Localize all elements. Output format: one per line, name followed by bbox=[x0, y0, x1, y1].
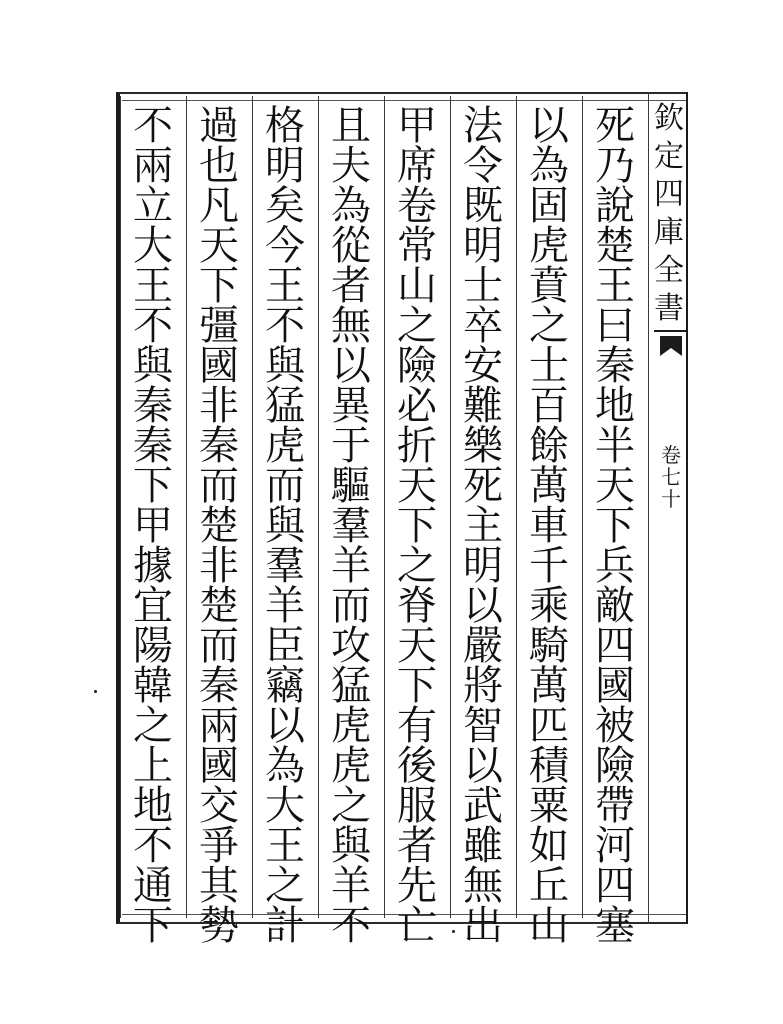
column-char: 嚴 bbox=[463, 623, 503, 669]
column-char: 秦 bbox=[133, 423, 173, 469]
column-char: 曰 bbox=[595, 303, 635, 349]
column-rule bbox=[582, 96, 583, 918]
column-char: 說 bbox=[595, 183, 635, 229]
column-char: 騎 bbox=[529, 623, 569, 669]
column-char: 敵 bbox=[595, 583, 635, 629]
column-char: 明 bbox=[463, 543, 503, 589]
column-char: 出 bbox=[463, 903, 503, 949]
title-char: 書 bbox=[654, 291, 684, 326]
column-char: 大 bbox=[265, 783, 305, 829]
column-char: 卒 bbox=[463, 303, 503, 349]
column-char: 山 bbox=[529, 903, 569, 949]
column-char: 甲 bbox=[397, 103, 437, 149]
column-char: 法 bbox=[463, 103, 503, 149]
column-char: 不 bbox=[331, 903, 371, 949]
column-char: 固 bbox=[529, 183, 569, 229]
column-char: 下 bbox=[595, 503, 635, 549]
column-char: 虎 bbox=[331, 703, 371, 749]
column-char: 羣 bbox=[331, 503, 371, 549]
column-char: 乘 bbox=[529, 583, 569, 629]
volume-char: 卷 bbox=[661, 443, 681, 467]
column-char: 陽 bbox=[133, 623, 173, 669]
column-char: 秦 bbox=[199, 663, 239, 709]
column-char: 虎 bbox=[265, 423, 305, 469]
column-char: 虎 bbox=[529, 223, 569, 269]
column-char: 宜 bbox=[133, 583, 173, 629]
column-char: 者 bbox=[331, 263, 371, 309]
text-column bbox=[323, 103, 379, 949]
column-char: 秦 bbox=[199, 423, 239, 469]
column-char: 者 bbox=[397, 823, 437, 869]
column-char: 車 bbox=[529, 503, 569, 549]
column-char: 于 bbox=[331, 423, 371, 469]
column-char: 從 bbox=[331, 223, 371, 269]
column-char: 下 bbox=[199, 263, 239, 309]
column-char: 既 bbox=[463, 183, 503, 229]
column-char: 餘 bbox=[529, 423, 569, 469]
column-char: 丘 bbox=[529, 863, 569, 909]
column-char: 下 bbox=[133, 463, 173, 509]
column-char: 地 bbox=[595, 383, 635, 429]
column-char: 不 bbox=[133, 823, 173, 869]
column-char: 死 bbox=[463, 463, 503, 509]
column-char: 格 bbox=[265, 103, 305, 149]
title-char: 全 bbox=[654, 253, 684, 288]
column-char: 矣 bbox=[265, 183, 305, 229]
column-char: 與 bbox=[133, 343, 173, 389]
column-char: 如 bbox=[529, 823, 569, 869]
column-char: 以 bbox=[529, 103, 569, 149]
column-char: 帶 bbox=[595, 783, 635, 829]
column-char: 以 bbox=[331, 343, 371, 389]
column-char: 士 bbox=[529, 343, 569, 389]
column-char: 乃 bbox=[595, 143, 635, 189]
column-char: 而 bbox=[331, 583, 371, 629]
column-char: 百 bbox=[529, 383, 569, 429]
column-char: 以 bbox=[265, 703, 305, 749]
column-char: 不 bbox=[133, 303, 173, 349]
column-char: 之 bbox=[397, 543, 437, 589]
column-char: 楚 bbox=[199, 503, 239, 549]
column-char: 積 bbox=[529, 743, 569, 789]
column-char: 之 bbox=[265, 863, 305, 909]
column-char: 異 bbox=[331, 383, 371, 429]
column-char: 交 bbox=[199, 783, 239, 829]
column-char: 凡 bbox=[199, 183, 239, 229]
column-char: 楚 bbox=[595, 223, 635, 269]
column-char: 臣 bbox=[265, 623, 305, 669]
column-char: 必 bbox=[397, 383, 437, 429]
column-char: 士 bbox=[463, 263, 503, 309]
column-char: 與 bbox=[331, 823, 371, 869]
column-char: 天 bbox=[397, 463, 437, 509]
column-rule bbox=[252, 96, 253, 918]
column-char: 與 bbox=[265, 343, 305, 389]
column-rule bbox=[516, 96, 517, 918]
column-rule bbox=[318, 96, 319, 918]
column-char: 亡 bbox=[397, 903, 437, 949]
column-char: 千 bbox=[529, 543, 569, 589]
column-char: 四 bbox=[595, 623, 635, 669]
column-char: 秦 bbox=[133, 383, 173, 429]
column-char: 國 bbox=[199, 343, 239, 389]
column-char: 半 bbox=[595, 423, 635, 469]
volume-char: 七 bbox=[661, 465, 681, 489]
column-char: 羊 bbox=[331, 543, 371, 589]
column-char: 不 bbox=[133, 103, 173, 149]
ink-speck bbox=[452, 930, 455, 933]
column-char: 彊 bbox=[199, 303, 239, 349]
column-char: 立 bbox=[133, 183, 173, 229]
column-char: 塞 bbox=[595, 903, 635, 949]
column-char: 以 bbox=[463, 583, 503, 629]
column-char: 下 bbox=[397, 503, 437, 549]
column-char: 卷 bbox=[397, 183, 437, 229]
column-char: 四 bbox=[595, 863, 635, 909]
column-char: 地 bbox=[133, 783, 173, 829]
column-rule bbox=[384, 96, 385, 918]
column-char: 不 bbox=[265, 303, 305, 349]
column-char: 無 bbox=[463, 863, 503, 909]
ink-speck bbox=[94, 690, 97, 693]
column-char: 而 bbox=[265, 463, 305, 509]
column-char: 有 bbox=[397, 703, 437, 749]
column-char: 王 bbox=[265, 823, 305, 869]
book-title-vertical bbox=[652, 100, 686, 328]
text-column bbox=[521, 103, 577, 949]
column-char: 今 bbox=[265, 223, 305, 269]
column-char: 樂 bbox=[463, 423, 503, 469]
column-char: 計 bbox=[265, 903, 305, 949]
column-char: 賁 bbox=[529, 263, 569, 309]
column-char: 楚 bbox=[199, 583, 239, 629]
column-char: 王 bbox=[595, 263, 635, 309]
column-char: 王 bbox=[265, 263, 305, 309]
column-char: 非 bbox=[199, 383, 239, 429]
column-char: 河 bbox=[595, 823, 635, 869]
column-char: 無 bbox=[331, 303, 371, 349]
column-char: 安 bbox=[463, 343, 503, 389]
column-char: 爭 bbox=[199, 823, 239, 869]
column-char: 主 bbox=[463, 503, 503, 549]
column-char: 其 bbox=[199, 863, 239, 909]
column-char: 天 bbox=[595, 463, 635, 509]
fishtail-rule bbox=[654, 330, 688, 332]
column-char: 令 bbox=[463, 143, 503, 189]
column-char: 之 bbox=[397, 303, 437, 349]
column-char: 猛 bbox=[331, 663, 371, 709]
column-char: 而 bbox=[199, 463, 239, 509]
column-char: 難 bbox=[463, 383, 503, 429]
column-char: 常 bbox=[397, 223, 437, 269]
column-char: 且 bbox=[331, 103, 371, 149]
column-char: 猛 bbox=[265, 383, 305, 429]
column-char: 國 bbox=[595, 663, 635, 709]
column-rule bbox=[120, 96, 121, 918]
column-char: 死 bbox=[595, 103, 635, 149]
column-char: 韓 bbox=[133, 663, 173, 709]
title-char: 庫 bbox=[654, 215, 684, 250]
column-char: 虎 bbox=[331, 743, 371, 789]
column-char: 先 bbox=[397, 863, 437, 909]
title-char: 四 bbox=[654, 177, 684, 212]
column-char: 兩 bbox=[133, 143, 173, 189]
volume-char: 十 bbox=[661, 487, 681, 511]
column-char: 萬 bbox=[529, 663, 569, 709]
column-char: 智 bbox=[463, 703, 503, 749]
column-char: 而 bbox=[199, 623, 239, 669]
column-char: 險 bbox=[397, 343, 437, 389]
column-char: 之 bbox=[529, 303, 569, 349]
text-column bbox=[389, 103, 445, 949]
column-char: 服 bbox=[397, 783, 437, 829]
column-char: 驅 bbox=[331, 463, 371, 509]
column-char: 為 bbox=[529, 143, 569, 189]
column-char: 過 bbox=[199, 103, 239, 149]
column-char: 席 bbox=[397, 143, 437, 189]
title-char: 定 bbox=[654, 139, 684, 174]
column-char: 為 bbox=[331, 183, 371, 229]
column-rule bbox=[186, 96, 187, 918]
column-char: 羣 bbox=[265, 543, 305, 589]
column-char: 王 bbox=[133, 263, 173, 309]
column-char: 下 bbox=[397, 663, 437, 709]
column-char: 雖 bbox=[463, 823, 503, 869]
column-char: 明 bbox=[463, 223, 503, 269]
column-rule bbox=[450, 96, 451, 918]
column-char: 甲 bbox=[133, 503, 173, 549]
column-char: 被 bbox=[595, 703, 635, 749]
column-char: 兩 bbox=[199, 703, 239, 749]
column-char: 勢 bbox=[199, 903, 239, 949]
column-char: 與 bbox=[265, 503, 305, 549]
column-char: 兵 bbox=[595, 543, 635, 589]
column-char: 通 bbox=[133, 863, 173, 909]
text-column bbox=[455, 103, 511, 949]
column-char: 險 bbox=[595, 743, 635, 789]
column-char: 匹 bbox=[529, 703, 569, 749]
column-char: 攻 bbox=[331, 623, 371, 669]
column-char: 夫 bbox=[331, 143, 371, 189]
column-char: 後 bbox=[397, 743, 437, 789]
column-char: 竊 bbox=[265, 663, 305, 709]
column-char: 之 bbox=[331, 783, 371, 829]
column-char: 粟 bbox=[529, 783, 569, 829]
title-char: 欽 bbox=[654, 101, 684, 136]
column-char: 武 bbox=[463, 783, 503, 829]
column-char: 之 bbox=[133, 703, 173, 749]
column-char: 上 bbox=[133, 743, 173, 789]
column-char: 秦 bbox=[595, 343, 635, 389]
text-column bbox=[125, 103, 181, 949]
column-char: 天 bbox=[199, 223, 239, 269]
column-char: 將 bbox=[463, 663, 503, 709]
column-char: 以 bbox=[463, 743, 503, 789]
column-char: 明 bbox=[265, 143, 305, 189]
column-char: 為 bbox=[265, 743, 305, 789]
column-char: 下 bbox=[133, 903, 173, 949]
column-char: 羊 bbox=[265, 583, 305, 629]
column-char: 山 bbox=[397, 263, 437, 309]
text-column bbox=[257, 103, 313, 949]
column-char: 國 bbox=[199, 743, 239, 789]
column-char: 也 bbox=[199, 143, 239, 189]
column-char: 羊 bbox=[331, 863, 371, 909]
column-char: 據 bbox=[133, 543, 173, 589]
column-char: 天 bbox=[397, 623, 437, 669]
volume-label-vertical bbox=[656, 444, 686, 510]
column-char: 脊 bbox=[397, 583, 437, 629]
text-column bbox=[191, 103, 247, 949]
column-char: 非 bbox=[199, 543, 239, 589]
column-char: 大 bbox=[133, 223, 173, 269]
column-char: 折 bbox=[397, 423, 437, 469]
column-char: 萬 bbox=[529, 463, 569, 509]
text-column bbox=[587, 103, 643, 949]
top-inner-rule bbox=[122, 100, 688, 101]
